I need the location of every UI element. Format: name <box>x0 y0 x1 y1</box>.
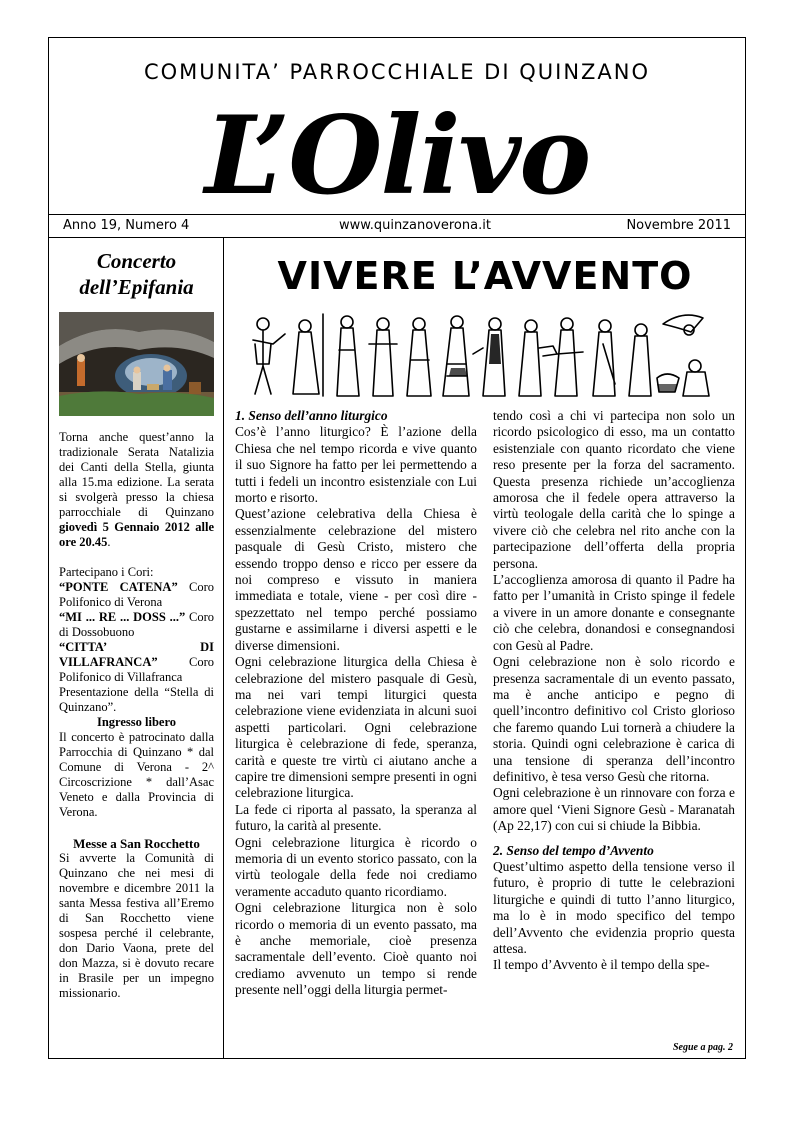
concert-description: Torna anche quest’anno la tradizionale Serata Natalizia dei Canti della Stella, giunta alla 15.ma edizione. La serata si svolgerà presso la chiesa parrocchiale di Quinzano giovedì 5 Gennaio 2012 alle ore 20.45. <box>59 430 214 549</box>
issue-info-bar <box>49 214 745 238</box>
mass-title: Messe a San Rocchetto <box>73 836 200 851</box>
page-frame <box>48 37 746 1059</box>
paragraph: Ogni celebrazione liturgica è ricordo o memoria di un evento storico passato, con la virtù teologale della fede noi crediamo veramente accaduto quanto ricordiamo. <box>235 834 477 899</box>
concert-sponsor: Il concerto è patrocinato dalla Parrocchia di Quinzano * dal Comune di Verona - 2^ Circoscrizione * dall’Asac Veneto e dalla Provincia di Verona. <box>59 730 214 819</box>
choirs-intro: Partecipano i Cori: <box>59 565 154 579</box>
choir-villafranca: “CITTA’ DI VILLAFRANCA” Coro Polifonico di Villafranca <box>59 640 214 684</box>
choir-mi-re-doss: “MI ... RE ... DOSS ...” Coro di Dossobuono <box>59 610 214 639</box>
column-divider <box>223 237 224 1059</box>
nativity-photo <box>59 312 214 416</box>
stella-presentation: Presentazione della “Stella di Quinzano”. <box>59 685 214 714</box>
paragraph: Quest’ultimo aspetto della tensione verso il futuro, è proprio di tutte le celebrazioni liturgiche e quindi di tutto l’anno liturgico, ma lo è in modo specifico del tempo dell’Avvento che evidenzia proprio questa attesa. <box>493 858 735 956</box>
choir-ponte-catena: “PONTE CATENA” Coro Polifonico di Verona <box>59 580 215 609</box>
concert-title-line1: Concerto <box>96 249 177 273</box>
paragraph: Cos’è l’anno liturgico? È l’azione della Chiesa che nel tempo ricorda e vive quanto il suo Signore ha fatto per lei permettendo a tutti i fedeli un incontro esistenziale con Lui morto e risorto. <box>235 424 477 506</box>
mass-notice: Si avverte la Comunità di Quinzano che nei mesi di novembre e dicembre 2011 la santa Messa festiva all’Eremo di San Rocchetto viene sospesa perché il celebrante, don Dario Vaona, prete del don Mazza, si è dovuto recare in Brasile per un impegno missionario. <box>59 851 214 1000</box>
concert-title <box>59 248 214 300</box>
paragraph: Ogni celebrazione liturgica non è solo ricordo o memoria di un evento passato, ma è anche memoriale, cioè presenza sacramentale dell’evento. Cioè quanto noi crediamo avvenuto un tempo si rende presente nell’oggi della liturgia permet- <box>235 900 477 998</box>
paragraph: Ogni celebrazione è un rinnovare con forza e amore quel ‘Vieni Signore Gesù - Maranatah (Ap 22,17) con cui si chiude la Bibbia. <box>493 785 735 834</box>
issue-date: Novembre 2011 <box>626 218 731 233</box>
paragraph: Ogni celebrazione liturgica della Chiesa è celebrazione del mistero pasquale di Gesù, ma nei vari tempi liturgici questa celebrazione viene evidenziata in alcuni suoi aspetti particolari. Ogni celebrazione liturgica è celebrazione di fede, speranza, carità e queste tre virtù ci aiutano anche a capire tre dimensioni sempre presenti in ogni celebrazione liturgica. <box>235 654 477 801</box>
paragraph: La fede ci riporta al passato, la speranza al futuro, la carità al presente. <box>235 801 477 834</box>
masthead-title: L’Olivo <box>204 93 590 219</box>
paragraph: Il tempo d’Avvento è il tempo della spe- <box>493 957 710 973</box>
issue-number: Anno 19, Numero 4 <box>63 218 190 233</box>
main-article <box>235 248 735 998</box>
sidebar <box>59 248 214 1001</box>
article-column-right <box>493 408 735 999</box>
continued-note: Segue a pag. 2 <box>673 1042 733 1053</box>
paragraph: L’accoglienza amorosa di quanto il Padre ha fatto per l’umanità in Cristo spinge il fedele a vivere in un amore donante e consegnante ciò che celebra, donandosi e consegnandosi con Gesù al Padre. <box>493 572 735 653</box>
free-entry: Ingresso libero <box>96 715 177 729</box>
paragraph: Ogni celebrazione non è solo ricordo e presenza sacramentale di un evento passato, ma è anche anticipo e pegno di quell’incontro definitivo col Cristo glorioso che faremo quando Lui tornerà a chiudere la storia. Quindi ogni celebrazione è carica di una tensione di speranza dell’incontro definitivo, è tesa verso Gesù che ritorna. <box>493 654 735 784</box>
community-name: COMUNITA’ PARROCCHIALE DI QUINZANO <box>143 60 651 84</box>
website-link[interactable]: www.quinzanoverona.it <box>339 218 491 233</box>
paragraph: Quest’azione celebrativa della Chiesa è essenzialmente celebrazione del mistero pasquale di Gesù Cristo, mistero che essendo troppo denso e ricco per essere da noi compreso e vissuto in maniera immediata e totale, viene - per così dire - spezzettato nel tempo perché possiamo gustarne e assimilarne i diversi aspetti e le diverse dimensioni. <box>235 506 477 653</box>
article-column-left <box>235 408 477 999</box>
concert-title-line2: dell’Epifania <box>79 275 194 299</box>
article-headline: VIVERE L’AVVENTO <box>277 254 693 298</box>
nativity-figures-illustration <box>243 304 717 402</box>
article-columns <box>235 408 735 999</box>
section1-title: 1. Senso dell’anno liturgico <box>235 408 388 423</box>
section2-title: 2. Senso del tempo d’Avvento <box>493 842 654 858</box>
paragraph: tendo così a chi vi partecipa non solo un ricordo psicologico di esso, ma un contatto esistenziale con quanto ricordato che viene reso presente per la forza del sacramento. Questa presenza richiede un’accoglienza amorosa che il fedele opera attraverso la virtù teologale della carità che lo spinge a vivere ciò che celebra nel rito anche con la partecipazione dell’offerta della propria persona. <box>493 408 735 571</box>
